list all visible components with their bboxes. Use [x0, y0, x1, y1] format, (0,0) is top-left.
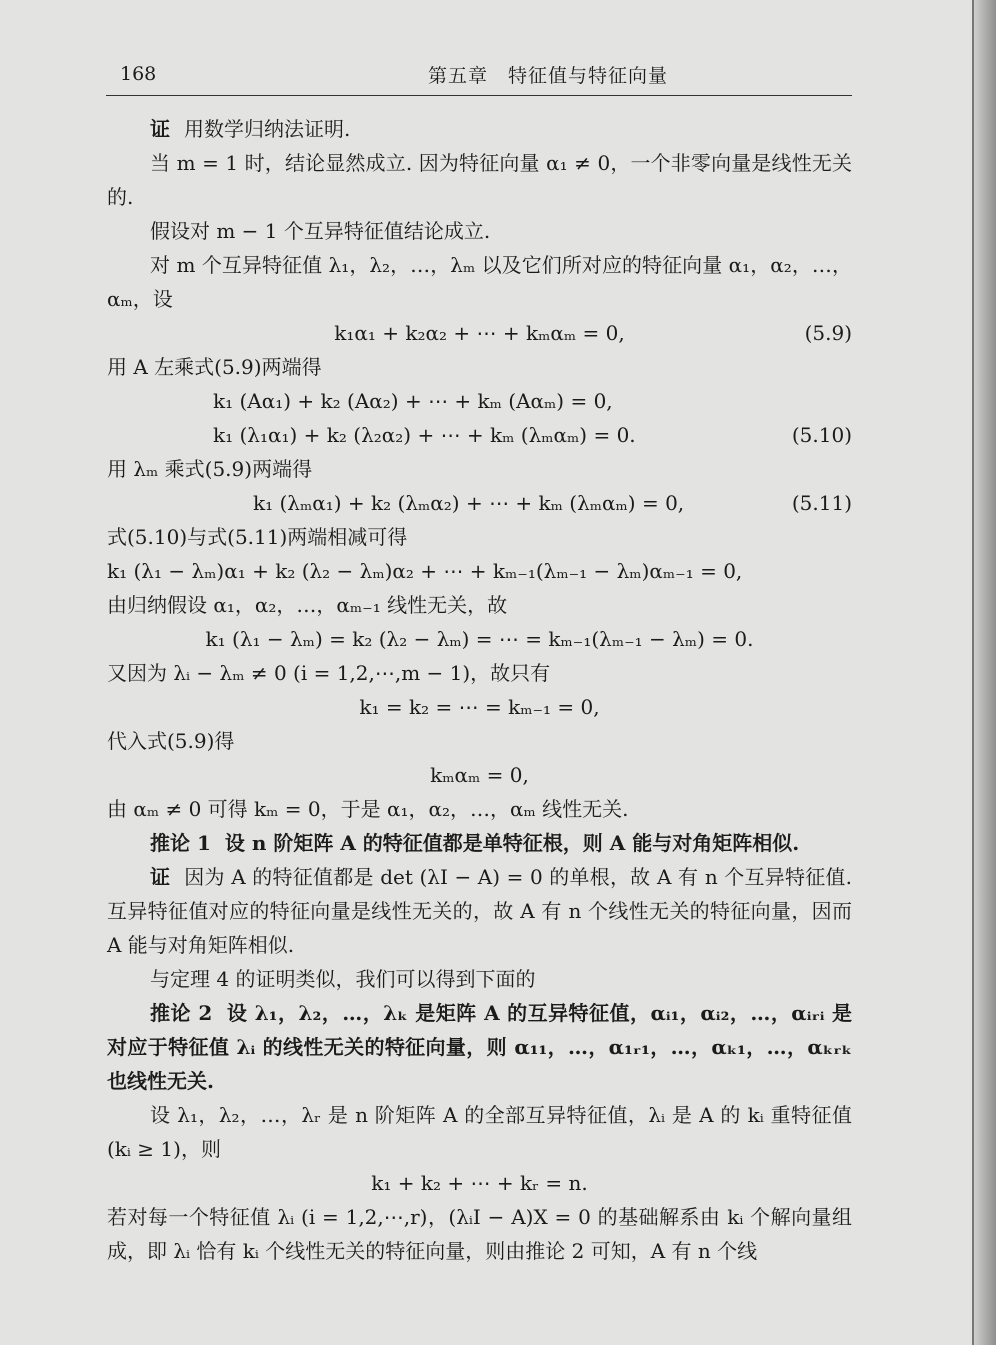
equation-formula: k₁ + k₂ + ⋯ + kᵣ = n. [371, 1171, 588, 1195]
paragraph-text: 当 m = 1 时，结论显然成立. 因为特征向量 α₁ ≠ 0，一个非零向量是线性无关的. [107, 151, 852, 209]
paragraph-lead: 推论 2 [150, 1001, 213, 1025]
equation [107, 758, 852, 792]
paragraph-lead: 推论 1 [150, 831, 211, 855]
paragraph-with-lead [107, 860, 852, 962]
paragraph-text: 又因为 λᵢ − λₘ ≠ 0 (i = 1,2,⋯,m − 1)，故只有 [107, 661, 551, 685]
paragraph [107, 962, 852, 996]
chapter-title: 第五章 特征值与特征向量 [427, 65, 668, 87]
equation-number: (5.11) [791, 491, 852, 515]
equation-number: (5.10) [791, 423, 852, 447]
equation-formula: k₁ (λₘα₁) + k₂ (λₘα₂) + ⋯ + kₘ (λₘαₘ) = 0, [253, 491, 685, 515]
paragraph-text: 与定理 4 的证明类似，我们可以得到下面的 [150, 967, 536, 991]
paragraph [107, 1098, 852, 1166]
equation-formula: k₁ (λ₁α₁) + k₂ (λ₂α₂) + ⋯ + kₘ (λₘαₘ) = 0. [213, 423, 636, 447]
paragraph-text: 若对每一个特征值 λᵢ (i = 1,2,⋯,r)，(λᵢI − A)X = 0 的基础解系由 kᵢ 个解向量组成，即 λᵢ 恰有 kᵢ 个线性无关的特征向量，则由推论 2 可知，A 有 n 个线 [107, 1205, 852, 1263]
equation-formula: k₁ (Aα₁) + k₂ (Aα₂) + ⋯ + kₘ (Aαₘ) = 0, [213, 389, 613, 413]
paragraph [107, 656, 852, 690]
equation-formula: k₁α₁ + k₂α₂ + ⋯ + kₘαₘ = 0, [334, 321, 625, 345]
equation-formula: kₘαₘ = 0, [430, 763, 529, 787]
equation [107, 418, 852, 452]
paragraph-text: 由 αₘ ≠ 0 可得 kₘ = 0，于是 α₁，α₂，…，αₘ 线性无关. [107, 797, 629, 821]
equation [107, 554, 852, 588]
paragraph-text: 代入式(5.9)得 [107, 729, 235, 753]
paragraph-text: 用数学归纳法证明. [184, 117, 351, 141]
equation-formula: k₁ = k₂ = ⋯ = kₘ₋₁ = 0, [359, 695, 600, 719]
binding-shadow [974, 0, 996, 1345]
paragraph-lead: 证 [150, 117, 170, 141]
paragraph-text: 式(5.10)与式(5.11)两端相减可得 [107, 525, 408, 549]
equation-number: (5.9) [804, 321, 852, 345]
equation [107, 316, 852, 350]
paragraph [107, 588, 852, 622]
paragraph [107, 452, 852, 486]
equation [107, 622, 852, 656]
paragraph [107, 724, 852, 758]
paragraph [107, 214, 852, 248]
paragraph [107, 350, 852, 384]
paragraph [107, 146, 852, 214]
paragraph [107, 248, 852, 316]
paragraph-lead: 证 [150, 865, 171, 889]
equation [107, 690, 852, 724]
equation [107, 384, 852, 418]
paragraph [107, 520, 852, 554]
paragraph-text: 因为 A 的特征值都是 det (λI − A) = 0 的单根，故 A 有 n 个互异特征值. 互异特征值对应的特征向量是线性无关的，故 A 有 n 个线性无关的特征向量，因而 A 能与对角矩阵相似. [107, 865, 853, 957]
paragraph-text: 用 A 左乘式(5.9)两端得 [107, 355, 322, 379]
paragraph-text: 假设对 m − 1 个互异特征值结论成立. [150, 219, 491, 243]
paragraph-text: 设 λ₁，λ₂，…，λᵣ 是 n 阶矩阵 A 的全部互异特征值，λᵢ 是 A 的 kᵢ 重特征值(kᵢ ≥ 1)，则 [107, 1103, 852, 1161]
paragraph-text: 设 n 阶矩阵 A 的特征值都是单特征根，则 A 能与对角矩阵相似. [224, 831, 800, 855]
paragraph-with-lead [107, 112, 852, 146]
paragraph-text: 对 m 个互异特征值 λ₁，λ₂，…，λₘ 以及它们所对应的特征向量 α₁，α₂，…，αₘ，设 [107, 253, 852, 311]
paragraph-text: 用 λₘ 乘式(5.9)两端得 [107, 457, 313, 481]
paragraph [107, 1200, 852, 1268]
page-number: 168 [120, 63, 157, 85]
equation-formula: k₁ (λ₁ − λₘ)α₁ + k₂ (λ₂ − λₘ)α₂ + ⋯ + kₘ₋₁(λₘ₋₁ − λₘ)αₘ₋₁ = 0, [107, 559, 743, 583]
header-rule [106, 95, 852, 96]
paragraph-text: 由归纳假设 α₁，α₂，…，αₘ₋₁ 线性无关，故 [107, 593, 508, 617]
equation [107, 486, 852, 520]
paragraph-with-lead [107, 996, 852, 1098]
equation-formula: k₁ (λ₁ − λₘ) = k₂ (λ₂ − λₘ) = ⋯ = kₘ₋₁(λₘ₋₁ − λₘ) = 0. [205, 627, 754, 651]
paragraph [107, 792, 852, 826]
page-body [107, 112, 852, 1268]
paragraph-with-lead [107, 826, 852, 860]
paragraph-text: 设 λ₁，λ₂，…，λₖ 是矩阵 A 的互异特征值，αᵢ₁，αᵢ₂，…，αᵢᵣᵢ 是对应于特征值 λᵢ 的线性无关的特征向量，则 α₁₁，…，α₁ᵣ₁，…，αₖ₁，…，αₖᵣₖ 也线性无关. [107, 1001, 852, 1093]
equation [107, 1166, 852, 1200]
